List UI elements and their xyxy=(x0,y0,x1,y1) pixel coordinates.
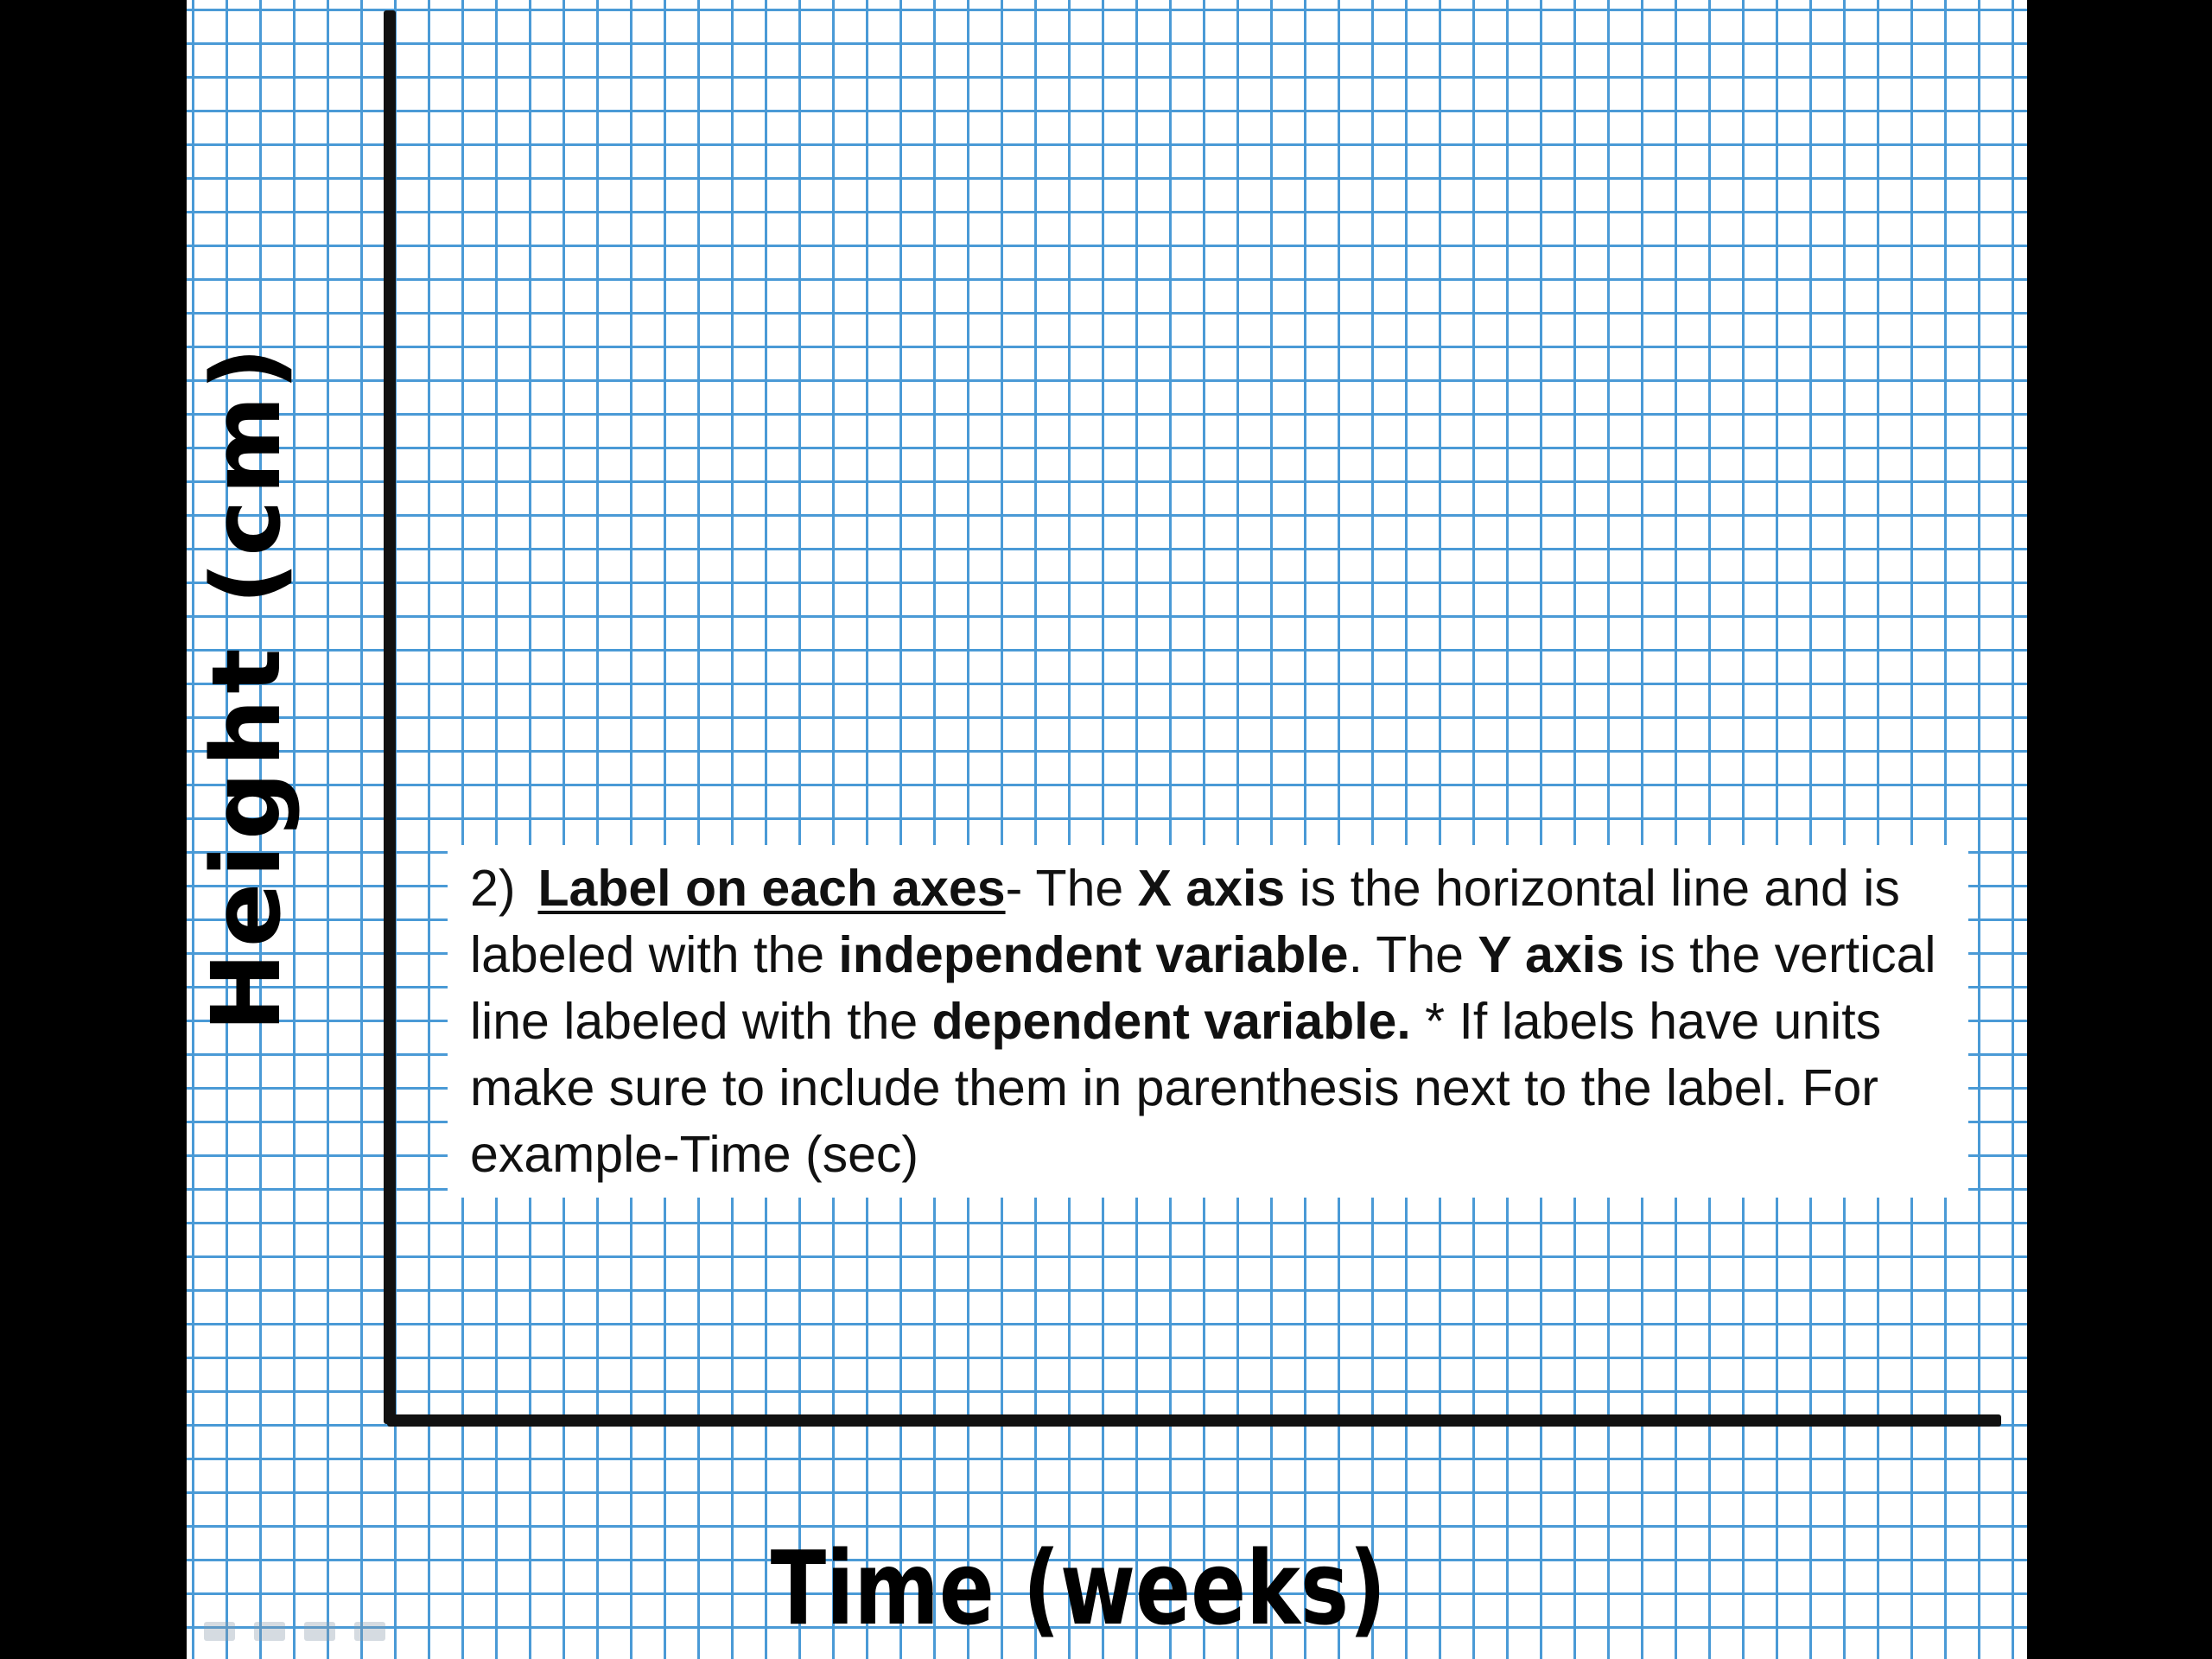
pen-icon[interactable] xyxy=(254,1622,285,1641)
step-heading: Label on each axes xyxy=(537,860,1006,917)
instruction-text-box xyxy=(448,845,1968,1198)
instruction-text: - The xyxy=(1005,860,1138,917)
instruction-emphasis: independent variable xyxy=(838,926,1349,983)
next-icon[interactable] xyxy=(354,1622,385,1641)
instruction-emphasis: X axis xyxy=(1137,860,1286,917)
instruction-text: . The xyxy=(1348,926,1478,983)
y-axis-label: Height (cm) xyxy=(191,341,302,1033)
step-number: 2) xyxy=(470,860,516,917)
instruction-emphasis: Y axis xyxy=(1478,926,1624,983)
instruction-text: is the vertical line labeled with the xyxy=(470,926,1936,1050)
instruction-emphasis: dependent variable. xyxy=(931,993,1411,1050)
x-axis-line xyxy=(387,1414,2001,1427)
faint-toolbar[interactable] xyxy=(204,1614,403,1649)
undo-icon[interactable] xyxy=(204,1622,235,1641)
y-axis-line xyxy=(384,10,396,1424)
x-axis-label: Time (weeks) xyxy=(770,1529,1387,1648)
menu-icon[interactable] xyxy=(304,1622,335,1641)
graph-paper-grid xyxy=(187,0,2027,1659)
instruction-text: * If labels have units make sure to include them in parenthesis next to the label. For example-Time (sec) xyxy=(470,993,1882,1183)
instruction-text: is the horizontal line and is labeled with the xyxy=(470,860,1900,983)
